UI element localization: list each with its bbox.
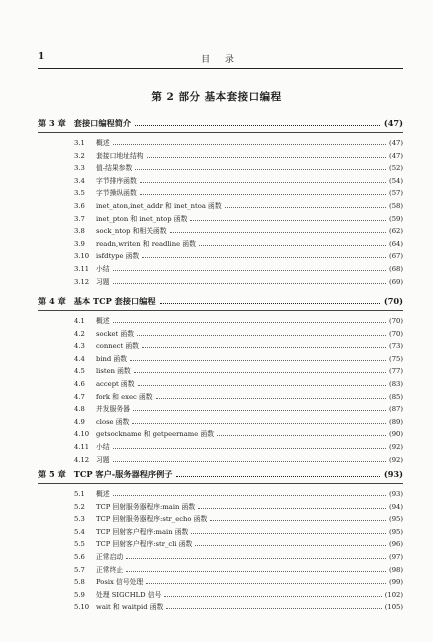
section-page: (62) xyxy=(389,227,403,236)
section-number: 3.5 xyxy=(74,189,85,198)
chapter-rule xyxy=(38,310,403,311)
section-number: 5.4 xyxy=(74,527,85,536)
section-number: 4.1 xyxy=(74,317,85,325)
dot-leader xyxy=(140,189,386,195)
dot-leader xyxy=(156,393,387,399)
dot-leader xyxy=(133,405,386,411)
page-header xyxy=(38,52,403,66)
toc-entry[interactable] xyxy=(74,601,403,613)
section-title: inet_pton 和 inet_ntop 函数 xyxy=(96,214,188,223)
section-page: (85) xyxy=(389,392,403,401)
section-number: 3.7 xyxy=(74,214,85,223)
section-number: 5.6 xyxy=(74,553,85,561)
toc-entry[interactable] xyxy=(74,428,403,440)
section-page: (96) xyxy=(389,540,403,549)
dot-leader xyxy=(199,240,386,246)
chapter-page: (47) xyxy=(383,118,403,128)
section-title: listen 函数 xyxy=(96,367,131,376)
dot-leader xyxy=(140,177,386,183)
toc-entry[interactable] xyxy=(74,564,403,576)
section-title: TCP 回射客户程序:str_cli 函数 xyxy=(96,540,193,549)
dot-leader xyxy=(113,456,386,462)
toc-entry[interactable] xyxy=(74,501,403,513)
chapter-rule xyxy=(38,132,403,133)
section-number: 5.9 xyxy=(74,590,85,599)
dot-leader xyxy=(225,202,386,208)
section-number: 3.10 xyxy=(74,252,90,261)
section-page: (47) xyxy=(389,139,403,147)
chapter-heading[interactable] xyxy=(38,469,403,483)
dot-leader xyxy=(113,265,386,271)
toc-entry[interactable] xyxy=(74,353,403,365)
section-number: 3.2 xyxy=(74,151,85,160)
section-number: 4.10 xyxy=(74,430,90,439)
section-number: 3.6 xyxy=(74,202,85,210)
section-number: 3.12 xyxy=(74,277,90,286)
page-number: 1 xyxy=(38,52,45,62)
section-number: 5.10 xyxy=(74,603,90,612)
dot-leader xyxy=(170,227,386,233)
section-page: (58) xyxy=(389,202,403,210)
chapter-page: (70) xyxy=(383,296,403,306)
dot-leader xyxy=(147,152,386,158)
section-page: (105) xyxy=(384,603,403,612)
section-title: 习题 xyxy=(96,277,110,286)
section-number: 4.11 xyxy=(74,443,90,451)
toc-entry[interactable] xyxy=(74,276,403,288)
section-title: 值-结果参数 xyxy=(96,164,133,173)
toc-entry[interactable] xyxy=(74,403,403,415)
section-number: 3.8 xyxy=(74,227,85,236)
section-page: (92) xyxy=(389,455,403,464)
section-number: 4.3 xyxy=(74,342,85,351)
chapter-number: 第 5 章 xyxy=(38,469,66,479)
section-title: 处理 SIGCHLD 信号 xyxy=(96,590,162,599)
dot-leader xyxy=(146,578,386,584)
section-number: 4.12 xyxy=(74,455,90,464)
section-page: (69) xyxy=(389,277,403,286)
section-page: (95) xyxy=(389,515,403,524)
part-title: 第 2 部分 基本套接口编程 xyxy=(151,91,282,103)
dot-leader xyxy=(166,603,381,609)
toc-entry[interactable] xyxy=(74,365,403,377)
toc-entry[interactable] xyxy=(74,589,403,601)
section-page: (87) xyxy=(389,405,403,414)
toc-entry[interactable] xyxy=(74,315,403,327)
section-page: (90) xyxy=(389,430,403,439)
toc-entry[interactable] xyxy=(74,187,403,199)
dot-leader xyxy=(113,278,386,284)
section-page: (70) xyxy=(389,317,403,325)
section-title: 字节操纵函数 xyxy=(96,189,137,198)
section-page: (67) xyxy=(389,252,403,261)
toc-entry[interactable] xyxy=(74,416,403,428)
toc-entry[interactable] xyxy=(74,200,403,212)
section-number: 4.4 xyxy=(74,354,85,363)
section-page: (94) xyxy=(389,502,403,511)
section-number: 4.5 xyxy=(74,367,85,376)
section-number: 3.4 xyxy=(74,176,85,185)
section-number: 4.8 xyxy=(74,405,85,414)
section-number: 3.1 xyxy=(74,139,85,147)
section-title: sock_ntop 和相关函数 xyxy=(96,227,167,236)
section-page: (99) xyxy=(389,578,403,587)
dot-leader xyxy=(198,503,386,509)
section-page: (83) xyxy=(389,380,403,388)
toc-entry[interactable] xyxy=(74,340,403,352)
section-title: connect 函数 xyxy=(96,342,139,351)
header-rule xyxy=(38,68,403,69)
section-number: 4.7 xyxy=(74,392,85,401)
dot-leader xyxy=(126,553,386,559)
section-number: 4.6 xyxy=(74,380,85,388)
section-page: (59) xyxy=(389,214,403,223)
toc-entry[interactable] xyxy=(74,238,403,250)
toc-entry[interactable] xyxy=(74,175,403,187)
section-page: (54) xyxy=(389,176,403,185)
section-page: (57) xyxy=(389,189,403,198)
section-title: 习题 xyxy=(96,455,110,464)
toc-entry[interactable] xyxy=(74,454,403,466)
section-page: (64) xyxy=(389,239,403,248)
section-number: 5.8 xyxy=(74,578,85,587)
dot-leader xyxy=(195,540,386,546)
chapter-rule xyxy=(38,483,403,484)
section-title: TCP 回射服务器程序:main 函数 xyxy=(96,502,196,511)
toc-entry[interactable] xyxy=(74,213,403,225)
section-title: getsockname 和 getpeername 函数 xyxy=(96,430,215,439)
toc-entry[interactable] xyxy=(74,513,403,525)
dot-leader xyxy=(130,355,386,361)
toc-entry[interactable] xyxy=(74,488,403,500)
chapter-title: 套接口编程简介 xyxy=(73,118,132,128)
dot-leader xyxy=(113,443,386,449)
section-number: 5.1 xyxy=(74,490,85,498)
toc-entry[interactable] xyxy=(74,250,403,262)
section-title: wait 和 waitpid 函数 xyxy=(96,603,164,612)
dot-leader xyxy=(176,469,379,477)
section-title: 套接口地址结构 xyxy=(96,151,144,160)
section-title: 小结 xyxy=(96,265,110,273)
section-page: (89) xyxy=(389,417,403,426)
dot-leader xyxy=(138,380,387,386)
toc-entry[interactable] xyxy=(74,137,403,149)
section-title: 字节排序函数 xyxy=(96,176,137,185)
dot-leader xyxy=(190,215,386,221)
dot-leader xyxy=(217,430,386,436)
dot-leader xyxy=(113,317,386,323)
toc-entry[interactable] xyxy=(74,391,403,403)
section-number: 3.11 xyxy=(74,265,90,273)
chapter-heading[interactable] xyxy=(38,296,403,310)
section-page: (73) xyxy=(389,342,403,351)
dot-leader xyxy=(191,528,386,534)
section-title: 概述 xyxy=(96,139,110,147)
dot-leader xyxy=(135,118,380,126)
dot-leader xyxy=(132,418,386,424)
toc-entry[interactable] xyxy=(74,150,403,162)
section-number: 3.9 xyxy=(74,239,85,248)
header-title: 目 录 xyxy=(201,55,240,65)
chapter-heading[interactable] xyxy=(38,118,403,132)
dot-leader xyxy=(210,515,386,521)
section-title: 正常终止 xyxy=(96,565,124,574)
chapter-number: 第 3 章 xyxy=(38,118,66,128)
toc-entry[interactable] xyxy=(74,225,403,237)
section-page: (52) xyxy=(389,164,403,173)
section-page: (102) xyxy=(384,590,403,599)
section-title: 小结 xyxy=(96,443,110,451)
chapter-page: (93) xyxy=(383,469,403,479)
section-title: 概述 xyxy=(96,490,110,498)
section-page: (68) xyxy=(389,265,403,273)
toc-entry[interactable] xyxy=(74,263,403,275)
section-number: 5.7 xyxy=(74,565,85,574)
section-number: 3.3 xyxy=(74,164,85,173)
section-page: (97) xyxy=(389,553,403,561)
section-title: 正常启动 xyxy=(96,553,124,561)
section-title: fork 和 exec 函数 xyxy=(96,392,153,401)
chapter-number: 第 4 章 xyxy=(38,296,66,306)
section-page: (92) xyxy=(389,443,403,451)
toc-entry[interactable] xyxy=(74,328,403,340)
section-page: (75) xyxy=(389,354,403,363)
toc-entry[interactable] xyxy=(74,378,403,390)
section-page: (70) xyxy=(389,329,403,338)
section-page: (47) xyxy=(389,151,403,160)
toc-entry[interactable] xyxy=(74,526,403,538)
toc-entry[interactable] xyxy=(74,551,403,563)
chapter-title: TCP 客户-服务器程序例子 xyxy=(73,469,173,479)
section-title: readn,writen 和 readline 函数 xyxy=(96,239,196,248)
section-title: bind 函数 xyxy=(96,354,128,363)
section-title: 概述 xyxy=(96,317,110,325)
toc-entry[interactable] xyxy=(74,162,403,174)
section-number: 5.5 xyxy=(74,540,85,549)
toc-entry[interactable] xyxy=(74,538,403,550)
dot-leader xyxy=(142,342,386,348)
dot-leader xyxy=(126,566,386,572)
section-page: (98) xyxy=(389,565,403,574)
section-title: 并发服务器 xyxy=(96,405,130,414)
section-title: socket 函数 xyxy=(96,329,135,338)
chapter-title: 基本 TCP 套接口编程 xyxy=(73,296,156,306)
dot-leader xyxy=(135,164,386,170)
dot-leader xyxy=(134,367,386,373)
section-number: 4.9 xyxy=(74,417,85,426)
dot-leader xyxy=(137,330,386,336)
section-page: (93) xyxy=(389,490,403,498)
section-page: (77) xyxy=(389,367,403,376)
dot-leader xyxy=(142,252,386,258)
toc-entry[interactable] xyxy=(74,441,403,453)
section-title: Posix 信号处理 xyxy=(96,578,144,587)
section-title: accept 函数 xyxy=(96,380,135,388)
section-number: 4.2 xyxy=(74,329,85,338)
section-title: TCP 回射服务器程序:str_echo 函数 xyxy=(96,515,208,524)
section-number: 5.3 xyxy=(74,515,85,524)
section-title: inet_aton,inet_addr 和 inet_ntoa 函数 xyxy=(96,202,222,210)
dot-leader xyxy=(113,139,386,145)
dot-leader xyxy=(113,490,386,496)
section-title: TCP 回射客户程序:main 函数 xyxy=(96,527,189,536)
dot-leader xyxy=(164,591,381,597)
section-title: close 函数 xyxy=(96,417,130,426)
dot-leader xyxy=(160,296,380,304)
section-number: 5.2 xyxy=(74,502,85,511)
section-title: isfdtype 函数 xyxy=(96,252,140,261)
toc-entry[interactable] xyxy=(74,576,403,588)
section-page: (95) xyxy=(389,527,403,536)
